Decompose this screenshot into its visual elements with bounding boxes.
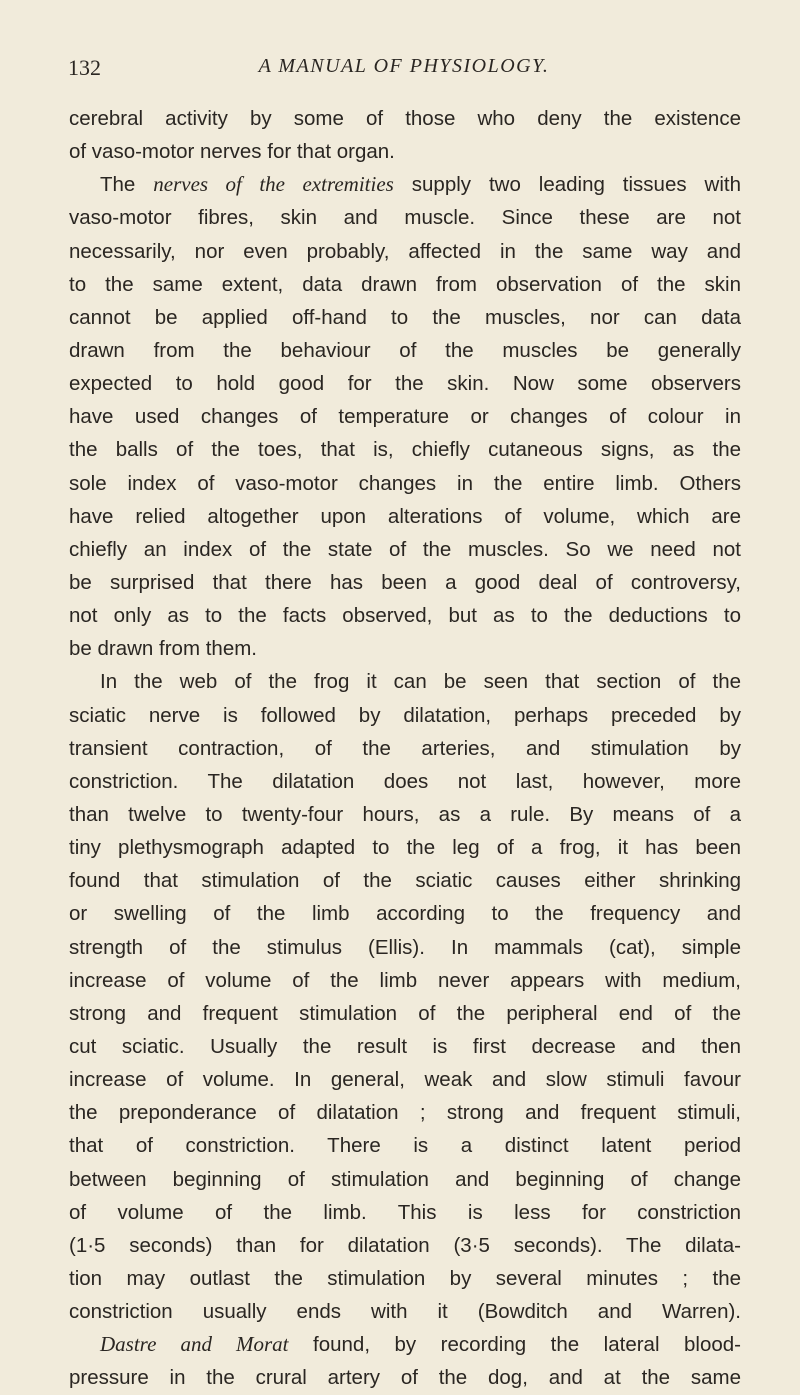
- text-line: sciatic nerve is followed by dilatation, perhaps preceded by: [69, 703, 741, 727]
- text-line: tion may outlast the stimulation by several minutes ; the: [69, 1266, 741, 1290]
- text-line: tiny plethysmograph adapted to the leg of a frog, it has been: [69, 836, 741, 860]
- italic-run: Dastre and Morat: [100, 1332, 289, 1357]
- text-line: [69, 1328, 741, 1361]
- text-line: strong and frequent stimulation of the peripheral end of the: [69, 1001, 741, 1025]
- text-line: the preponderance of dilatation ; strong and frequent stimuli,: [69, 1101, 741, 1125]
- text-run: found, by recording the lateral blood-: [288, 1333, 741, 1357]
- text-line: drawn from the behaviour of the muscles be generally: [69, 338, 741, 362]
- text-line: than twelve to twenty-four hours, as a rule. By means of a: [69, 802, 741, 826]
- text-run: supply two leading tissues with: [393, 173, 741, 197]
- text-line: constriction. The dilatation does not last, however, more: [69, 769, 741, 793]
- text-line: constriction usually ends with it (Bowditch and Warren).: [69, 1300, 741, 1324]
- text-line: chiefly an index of the state of the muscles. So we need not: [69, 537, 741, 561]
- text-line: or swelling of the limb according to the frequency and: [69, 902, 741, 926]
- text-line: increase of volume of the limb never appears with medium,: [69, 968, 741, 992]
- italic-run: nerves of the extremities: [153, 172, 394, 197]
- text-line: be drawn from them.: [69, 637, 257, 661]
- text-line: of volume of the limb. This is less for constriction: [69, 1200, 741, 1224]
- text-line: be surprised that there has been a good deal of controversy,: [69, 570, 741, 594]
- body-text: [69, 102, 741, 1394]
- text-line: between beginning of stimulation and beginning of change: [69, 1167, 741, 1191]
- text-line: that of constriction. There is a distinct latent period: [69, 1134, 741, 1158]
- text-line: have relied altogether upon alterations of volume, which are: [69, 504, 741, 528]
- page-number: 132: [68, 55, 101, 80]
- text-line: cannot be applied off-hand to the muscles, nor can data: [69, 305, 741, 329]
- text-line: to the same extent, data drawn from observation of the skin: [69, 272, 741, 296]
- text-line: sole index of vaso-motor changes in the entire limb. Others: [69, 471, 741, 495]
- text-line: expected to hold good for the skin. Now some observers: [69, 372, 741, 396]
- text-line: cerebral activity by some of those who deny the existence: [69, 107, 741, 130]
- text-line: the balls of the toes, that is, chiefly cutaneous signs, as the: [69, 438, 741, 462]
- text-line: increase of volume. In general, weak and slow stimuli favour: [69, 1068, 741, 1092]
- text-line: In the web of the frog it can be seen that section of the: [100, 670, 741, 694]
- text-line: not only as to the facts observed, but as to the deductions to: [69, 604, 741, 628]
- text-line: of vaso-motor nerves for that organ.: [69, 140, 395, 164]
- text-line: strength of the stimulus (Ellis). In mammals (cat), simple: [69, 935, 741, 959]
- text-line: found that stimulation of the sciatic causes either shrinking: [69, 869, 741, 893]
- running-title: A MANUAL OF PHYSIOLOGY.: [258, 55, 550, 77]
- text-line: (1·5 seconds) than for dilatation (3·5 seconds). The dilata-: [69, 1233, 741, 1257]
- text-line: vaso-motor fibres, skin and muscle. Since these are not: [69, 206, 741, 230]
- text-line: pressure in the crural artery of the dog, and at the same: [69, 1366, 741, 1390]
- text-line: [69, 168, 741, 201]
- page-header: [68, 55, 740, 85]
- text-run: The: [100, 173, 154, 197]
- text-line: necessarily, nor even probably, affected in the same way and: [69, 239, 741, 263]
- text-line: cut sciatic. Usually the result is first decrease and then: [69, 1034, 741, 1058]
- text-line: have used changes of temperature or changes of colour in: [69, 405, 741, 429]
- text-line: transient contraction, of the arteries, and stimulation by: [69, 736, 741, 760]
